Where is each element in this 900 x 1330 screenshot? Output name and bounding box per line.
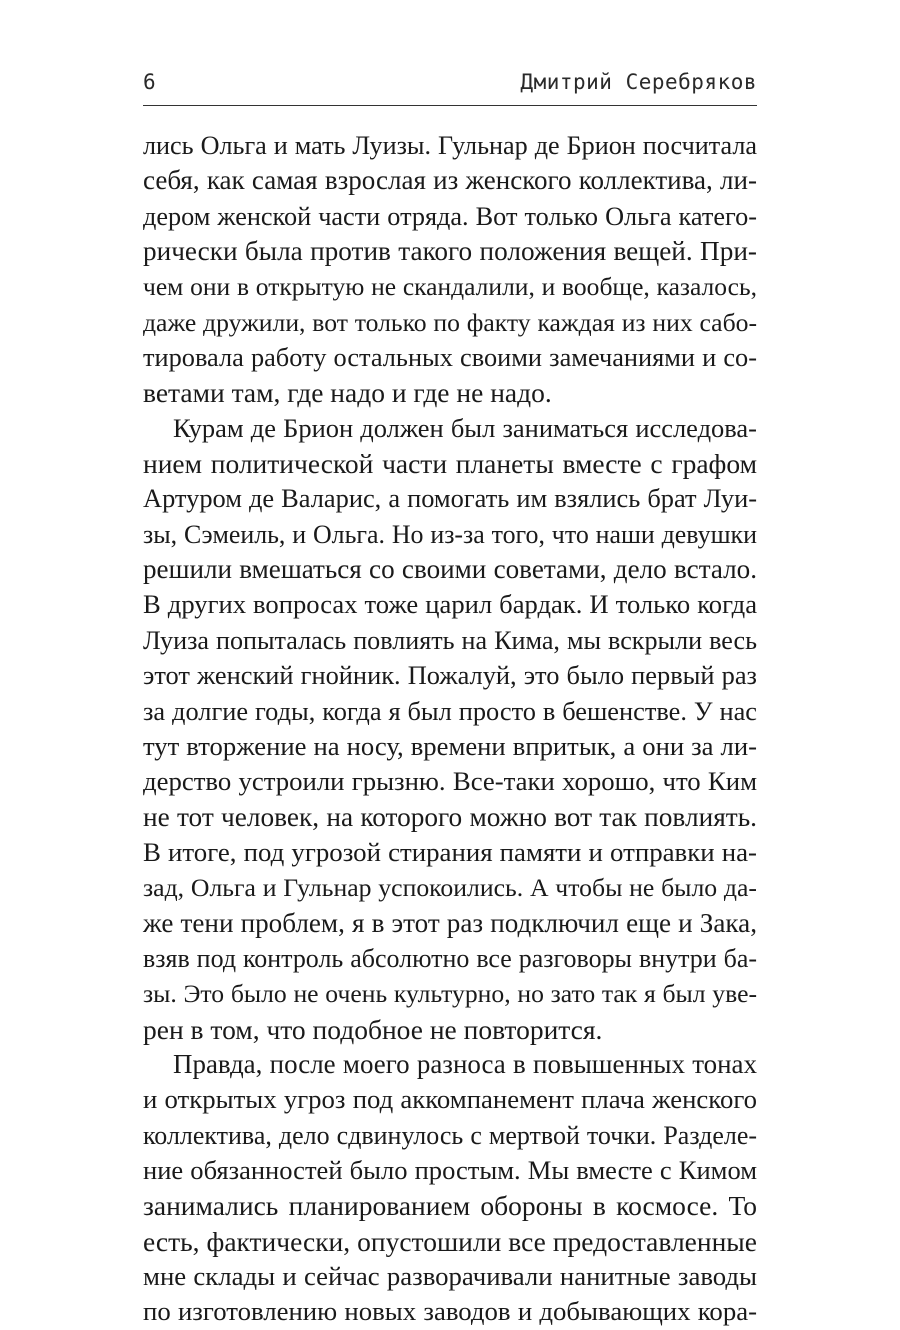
text-line: В других вопросах тоже царил бардак. И только когда	[143, 589, 757, 620]
text-line: лись Ольга и мать Луизы. Гульнар де Брион посчитала	[143, 131, 757, 160]
text-line: зы, Сэмеиль, и Ольга. Но из-за того, что наши девушки	[143, 519, 757, 549]
text-line: зы. Это было не очень культурно, но зато так я был уве-	[143, 979, 757, 1009]
text-line: ние обязанностей было простым. Мы вместе с Кимом	[143, 1154, 757, 1185]
text-line: рен в том, что подобное не повторится.	[143, 1013, 603, 1045]
body-text	[143, 128, 757, 1330]
text-line: Курам де Брион должен был заниматься исследова-	[173, 412, 757, 443]
author-name: Дмитрий Серебряков	[520, 70, 757, 94]
paragraph-3	[143, 1047, 757, 1330]
text-line: зад, Ольга и Гульнар успокоились. А чтобы не было да-	[143, 873, 757, 903]
page-number: 6	[143, 70, 157, 94]
text-line: и открытых угроз под аккомпанемент плача женского	[143, 1084, 757, 1115]
text-line: есть, фактически, опустошили все предоставленные	[143, 1225, 757, 1257]
text-line: чем они в открытую не скандалили, и вообще, казалось,	[143, 272, 757, 302]
text-line: же тени проблем, я в этот раз подключил еще и Зака,	[143, 907, 757, 938]
text-line: Луиза попыталась повлиять на Кима, мы вскрыли весь	[143, 625, 757, 655]
paragraph-2	[143, 411, 757, 1047]
text-line: мне склады и сейчас разворачивали нанитные заводы	[143, 1261, 757, 1291]
text-line: ветами там, где надо и где не надо.	[143, 377, 552, 409]
text-line: себя, как самая взрослая из женского коллектива, ли-	[143, 165, 757, 196]
text-line: тировала работу остальных своими замечаниями и со-	[143, 343, 757, 373]
text-line: дером женской части отряда. Вот только Ольга катего-	[143, 201, 757, 231]
book-page	[143, 0, 757, 1327]
text-line: Артуром де Валарис, а помогать им взялись брат Луи-	[143, 483, 757, 514]
text-line: Правда, после моего разноса в повышенных тонах	[173, 1048, 757, 1079]
text-line: дерство устроили грызню. Все-таки хорошо, что Ким	[143, 766, 757, 797]
paragraph-1	[143, 128, 757, 411]
header-rule	[143, 105, 757, 106]
text-line: тут вторжение на носу, времени впритык, а они за ли-	[143, 730, 757, 761]
text-line: этот женский гнойник. Пожалуй, это было первый раз	[143, 660, 757, 691]
text-line: коллектива, дело сдвинулось с мертвой точки. Разделе-	[143, 1120, 757, 1150]
text-line: взяв под контроль абсолютно все разговоры внутри ба-	[143, 943, 757, 973]
text-line: нием политической части планеты вместе с графом	[143, 448, 757, 480]
text-line: занимались планированием обороны в космосе. То	[143, 1190, 757, 1222]
text-line: решили вмешаться со своими советами, дело встало.	[143, 554, 757, 585]
text-line: рически была против такого положения вещей. При-	[143, 236, 757, 267]
text-line: по изготовлению новых заводов и добывающих кора-	[143, 1296, 757, 1327]
text-line: не тот человек, на которого можно вот так повлиять.	[143, 801, 757, 832]
text-line: даже дружили, вот только по факту каждая из них сабо-	[143, 307, 757, 337]
running-head	[143, 70, 757, 100]
text-line: В итоге, под угрозой стирания памяти и отправки на-	[143, 836, 757, 867]
text-line: за долгие годы, когда я был просто в бешенстве. У нас	[143, 695, 757, 726]
